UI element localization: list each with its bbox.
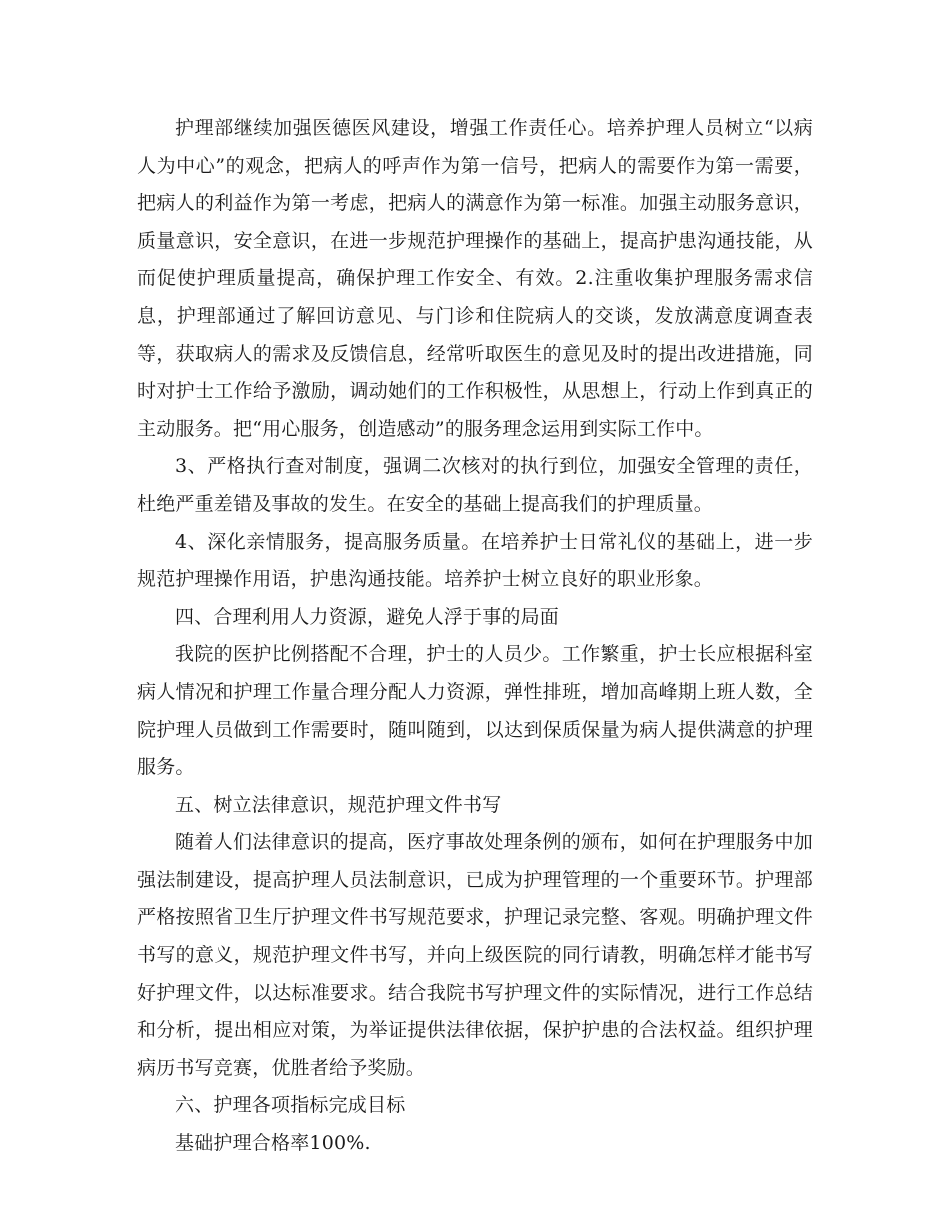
paragraph-item-3-checking-system: 3、严格执行查对制度，强调二次核对的执行到位，加强安全管理的责任，杜绝严重差错及事故的发生。在安全的基础上提高我们的护理质量。 <box>137 455 813 515</box>
section-heading-4-human-resources: 四、合理利用人力资源，避免人浮于事的局面 <box>175 605 560 628</box>
paragraph-legal-awareness: 随着人们法律意识的提高，医疗事故处理条例的颁布，如何在护理服务中加强法制建设，提高护理人员法制意识，已成为护理管理的一个重要环节。护理部严格按照省卫生厅护理文件书写规范要求，护理记录完整、客观。明确护理文件书写的意义，规范护理文件书写，并向上级医院的同行请教，明确怎样才能书写好护理文件，以达标准要求。结合我院书写护理文件的实际情况，进行工作总结和分析，提出相应对策，为举证提供法律依据，保护护患的合法权益。组织护理病历书写竞赛，优胜者给予奖励。 <box>137 831 813 1079</box>
paragraph-nursing-ethics: 护理部继续加强医德医风建设，增强工作责任心。培养护理人员树立“以病人为中心”的观念，把病人的呼声作为第一信号，把病人的需要作为第一需要，把病人的利益作为第一考虑，把病人的满意作为第一标准。加强主动服务意识，质量意识，安全意识，在进一步规范护理操作的基础上，提高护患沟通技能，从而促使护理质量提高，确保护理工作安全、有效。2.注重收集护理服务需求信息，护理部通过了解回访意见、与门诊和住院病人的交谈，发放满意度调查表等，获取病人的需求及反馈信息，经常听取医生的意见及时的提出改进措施，同时对护士工作给予激励，调动她们的工作积极性，从思想上，行动上作到真正的主动服务。把“用心服务，创造感动”的服务理念运用到实际工作中。 <box>137 117 813 440</box>
paragraph-basic-nursing-rate: 基础护理合格率100%. <box>175 1132 371 1155</box>
paragraph-human-resources: 我院的医护比例搭配不合理，护士的人员少。工作繁重，护士长应根据科室病人情况和护理工作量合理分配人力资源，弹性排班，增加高峰期上班人数，全院护理人员做到工作需要时，随叫随到，以达到保质保量为病人提供满意的护理服务。 <box>137 643 813 779</box>
document-body <box>137 110 813 1163</box>
section-heading-5-legal-awareness: 五、树立法律意识，规范护理文件书写 <box>175 793 502 816</box>
section-heading-6-nursing-targets: 六、护理各项指标完成目标 <box>175 1094 406 1117</box>
paragraph-item-4-caring-service: 4、深化亲情服务，提高服务质量。在培养护士日常礼仪的基础上，进一步规范护理操作用语，护患沟通技能。培养护士树立良好的职业形象。 <box>137 530 813 591</box>
